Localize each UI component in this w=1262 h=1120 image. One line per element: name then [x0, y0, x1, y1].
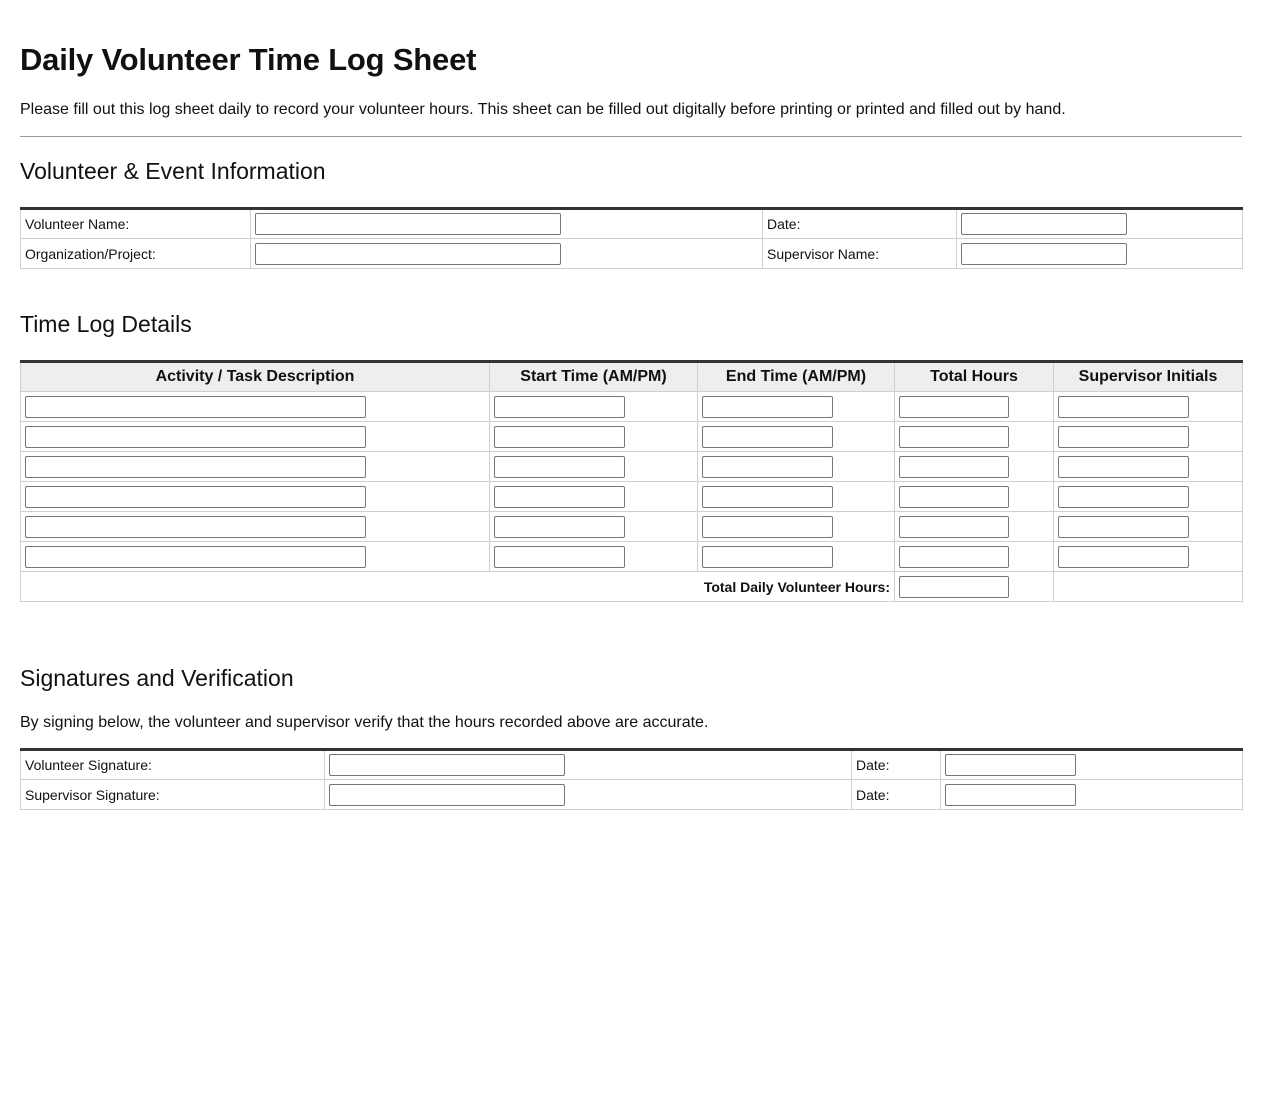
end-time-input[interactable]: [702, 456, 833, 478]
column-header-activity: Activity / Task Description: [21, 362, 490, 392]
time-log-row: [21, 542, 1243, 572]
volunteer-info-row: [21, 239, 1243, 269]
activity-input[interactable]: [25, 396, 366, 418]
activity-input[interactable]: [25, 546, 366, 568]
supervisor-initials-input[interactable]: [1058, 516, 1189, 538]
supervisor-initials-input[interactable]: [1058, 426, 1189, 448]
activity-input[interactable]: [25, 516, 366, 538]
volunteer-name-input[interactable]: [255, 213, 561, 235]
activity-input[interactable]: [25, 456, 366, 478]
supervisor-initials-input[interactable]: [1058, 546, 1189, 568]
column-header-total-hours: Total Hours: [895, 362, 1054, 392]
time-log-row: [21, 512, 1243, 542]
event-date-input[interactable]: [961, 213, 1127, 235]
volunteer-signature-label: Volunteer Signature:: [21, 750, 325, 780]
total-hours-label: Total Daily Volunteer Hours:: [21, 572, 895, 602]
start-time-input[interactable]: [494, 396, 625, 418]
volunteer-signature-date-input[interactable]: [945, 754, 1076, 776]
time-log-row: [21, 422, 1243, 452]
time-log-table: [20, 360, 1243, 602]
supervisor-name-input[interactable]: [961, 243, 1127, 265]
time-log-row: [21, 452, 1243, 482]
signature-row: [21, 750, 1243, 780]
start-time-input[interactable]: [494, 486, 625, 508]
volunteer-signature-date-label: Date:: [852, 750, 941, 780]
start-time-input[interactable]: [494, 426, 625, 448]
volunteer-info-table: [20, 207, 1243, 269]
end-time-input[interactable]: [702, 486, 833, 508]
supervisor-signature-date-label: Date:: [852, 780, 941, 810]
organization-label: Organization/Project:: [21, 239, 251, 269]
end-time-input[interactable]: [702, 546, 833, 568]
time-log-heading: Time Log Details: [20, 311, 192, 337]
column-header-start-time: Start Time (AM/PM): [490, 362, 698, 392]
activity-input[interactable]: [25, 486, 366, 508]
time-log-header-row: [21, 362, 1243, 392]
row-total-hours-input[interactable]: [899, 426, 1009, 448]
supervisor-signature-label: Supervisor Signature:: [21, 780, 325, 810]
column-header-end-time: End Time (AM/PM): [698, 362, 895, 392]
total-hours-input[interactable]: [899, 576, 1009, 598]
activity-input[interactable]: [25, 426, 366, 448]
volunteer-name-label: Volunteer Name:: [21, 209, 251, 239]
volunteer-info-row: [21, 209, 1243, 239]
time-log-row: [21, 482, 1243, 512]
row-total-hours-input[interactable]: [899, 456, 1009, 478]
supervisor-initials-input[interactable]: [1058, 396, 1189, 418]
organization-input[interactable]: [255, 243, 561, 265]
supervisor-name-label: Supervisor Name:: [763, 239, 957, 269]
supervisor-signature-input[interactable]: [329, 784, 565, 806]
signature-row: [21, 780, 1243, 810]
total-hours-row: [21, 572, 1243, 602]
row-total-hours-input[interactable]: [899, 396, 1009, 418]
signatures-note: By signing below, the volunteer and supervisor verify that the hours recorded above are accurate.: [20, 714, 709, 731]
volunteer-section-heading: Volunteer & Event Information: [20, 158, 326, 184]
supervisor-initials-input[interactable]: [1058, 486, 1189, 508]
row-total-hours-input[interactable]: [899, 546, 1009, 568]
end-time-input[interactable]: [702, 516, 833, 538]
start-time-input[interactable]: [494, 516, 625, 538]
row-total-hours-input[interactable]: [899, 516, 1009, 538]
end-time-input[interactable]: [702, 426, 833, 448]
time-log-rows: [21, 392, 1243, 572]
signatures-table: [20, 748, 1243, 810]
time-log-row: [21, 392, 1243, 422]
page-title: Daily Volunteer Time Log Sheet: [20, 42, 477, 77]
start-time-input[interactable]: [494, 456, 625, 478]
volunteer-signature-input[interactable]: [329, 754, 565, 776]
divider: [20, 136, 1242, 137]
signatures-heading: Signatures and Verification: [20, 665, 294, 691]
column-header-supervisor-initials: Supervisor Initials: [1054, 362, 1243, 392]
start-time-input[interactable]: [494, 546, 625, 568]
event-date-label: Date:: [763, 209, 957, 239]
end-time-input[interactable]: [702, 396, 833, 418]
intro-text: Please fill out this log sheet daily to record your volunteer hours. This sheet can be filled out digitally before printing or printed and filled out by hand.: [20, 101, 1066, 118]
row-total-hours-input[interactable]: [899, 486, 1009, 508]
supervisor-initials-input[interactable]: [1058, 456, 1189, 478]
supervisor-signature-date-input[interactable]: [945, 784, 1076, 806]
